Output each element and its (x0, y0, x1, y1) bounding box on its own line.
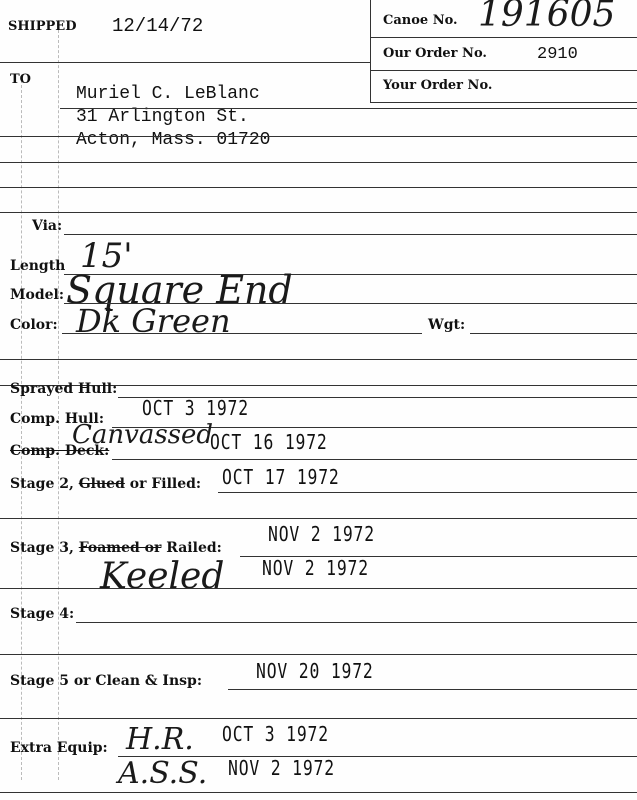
extra-equip-label: Extra Equip: (10, 740, 108, 756)
to-label: TO (10, 72, 31, 87)
wgt-line (470, 333, 637, 334)
address-line-2 (0, 136, 637, 137)
your-order-label: Your Order No. (383, 78, 493, 93)
stage2-date: OCT 17 1972 (222, 465, 340, 489)
recipient-street: 31 Arlington St. (76, 107, 249, 127)
keeled-line (0, 588, 637, 589)
recipient-name: Muriel C. LeBlanc (76, 84, 260, 104)
length-label: Length (10, 258, 66, 274)
comp-deck-label: Comp. Deck: (10, 443, 110, 459)
stage2-struck: Glued (78, 476, 125, 492)
stage-spacer-line-3 (0, 718, 637, 719)
extra2-annotation: A.S.S. (118, 756, 208, 791)
canoe-no-label: Canoe No. (383, 13, 458, 28)
model-label: Model: (10, 287, 65, 303)
order-box-line-3 (370, 102, 637, 103)
extra1-date: OCT 3 1972 (222, 722, 329, 746)
keeled-annotation: Keeled (100, 556, 225, 597)
stage-spacer-line-1 (0, 518, 637, 519)
stage3-struck: Foamed or (78, 540, 162, 556)
canoe-no-value: 191605 (478, 0, 616, 35)
stage2-line (218, 492, 637, 493)
stage3-label (10, 540, 222, 556)
spec-line-1 (0, 359, 637, 360)
comp-deck-annotation: Canvassed (72, 420, 214, 450)
comp-hull-label: Comp. Hull: (10, 411, 105, 427)
extra1-annotation: H.R. (126, 722, 194, 757)
stage2-label (10, 476, 201, 492)
address-line-3 (0, 162, 637, 163)
stage2-prefix: Stage 2, (10, 476, 74, 492)
address-line-1 (60, 108, 637, 109)
comp-deck-line (112, 459, 637, 460)
header-line (0, 62, 370, 63)
stage3-suffix: Railed: (166, 540, 222, 556)
order-box-line-1 (370, 37, 637, 38)
our-order-value: 2910 (537, 45, 578, 64)
comp-hull-date: OCT 3 1972 (142, 396, 249, 420)
shipped-date: 12/14/72 (112, 15, 204, 37)
stage2-suffix: or Filled: (129, 476, 202, 492)
stage-spacer-line-2 (0, 654, 637, 655)
model-value: Square End (66, 268, 293, 312)
order-box-line-2 (370, 70, 637, 71)
wgt-label: Wgt: (428, 317, 466, 333)
bottom-line (0, 792, 637, 793)
extra2-date: NOV 2 1972 (228, 756, 335, 780)
stage3-date: NOV 2 1972 (268, 522, 375, 546)
via-label: Via: (32, 218, 63, 234)
length-value: 15' (80, 236, 133, 276)
stage3-prefix: Stage 3, (10, 540, 74, 556)
color-label: Color: (10, 317, 58, 333)
recipient-city: Acton, Mass. 01720 (76, 130, 271, 150)
margin-guide-right (58, 20, 59, 780)
via-line (64, 234, 637, 235)
address-line-5 (0, 212, 637, 213)
stage5-date: NOV 20 1972 (256, 659, 374, 683)
color-value: Dk Green (76, 302, 231, 340)
sprayed-hull-label: Sprayed Hull: (10, 381, 118, 397)
comp-deck-date: OCT 16 1972 (210, 430, 328, 454)
stage5-label: Stage 5 or Clean & Insp: (10, 673, 202, 689)
order-box-divider (370, 0, 371, 102)
stage4-line (76, 622, 637, 623)
address-line-4 (0, 187, 637, 188)
stage4-label: Stage 4: (10, 606, 75, 622)
shipped-label: SHIPPED (8, 19, 77, 34)
our-order-label: Our Order No. (383, 46, 487, 61)
stage5-line (228, 689, 637, 690)
color-line (62, 333, 422, 334)
keeled-date: NOV 2 1972 (262, 556, 369, 580)
